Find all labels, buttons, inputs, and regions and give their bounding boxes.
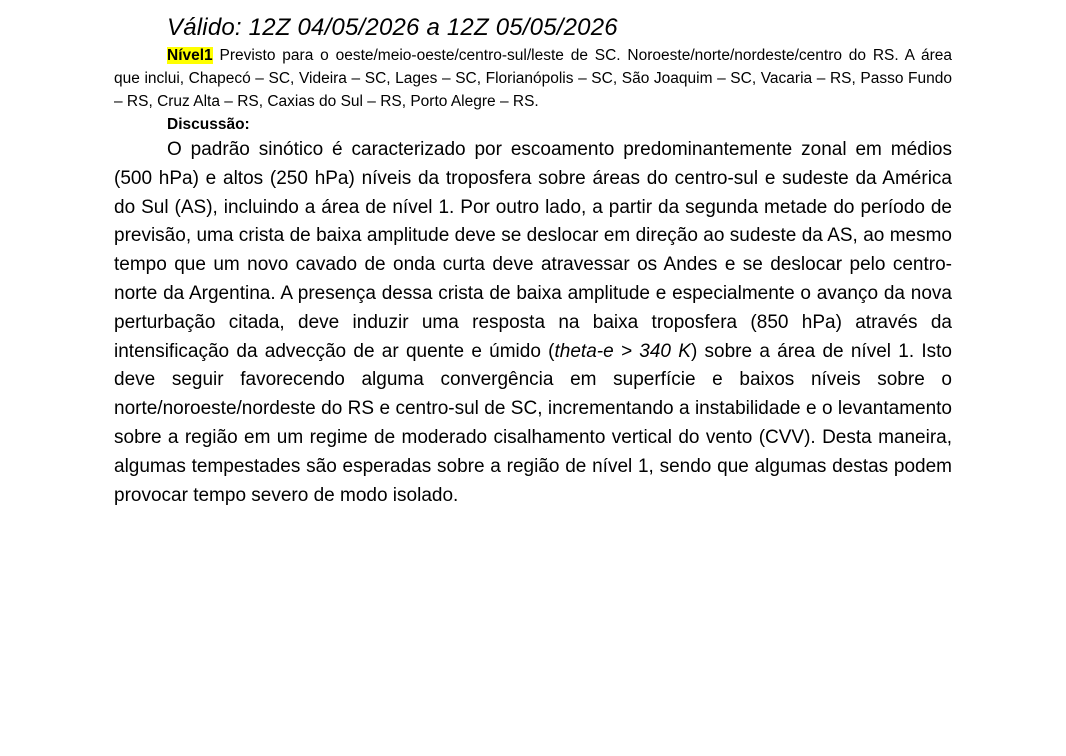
discussion-italic-theta-e: theta-e > 340 K [554,340,691,362]
discussion-text-part-1: O padrão sinótico é caracterizado por escoamento predominantemente zonal em médios (500 hPa) e altos (250 hPa) níveis da troposfera sobre áreas do centro-sul e sudeste da América do Sul (AS), incluindo a área de nível 1. Por outro lado, a partir da segunda metade do período de previsão, uma crista de baixa amplitude deve se deslocar em direção ao sudeste da AS, ao mesmo tempo que um novo cavado de onda curta deve atravessar os Andes e se deslocar pelo centro-norte da Argentina. A presença dessa crista de baixa amplitude e especialmente o avanço da nova perturbação citada, deve induzir uma resposta na baixa troposfera (850 hPa) através da intensificação da advecção de ar quente e úmido ( [114,139,952,362]
level-description [114,44,952,113]
level-area-text: Previsto para o oeste/meio-oeste/centro-sul/leste de SC. Noroeste/norte/nordeste/centro do RS. A área que inclui, Chapecó – SC, Videira – SC, Lages – SC, Florianópolis – SC, São Joaquim – SC, Vacaria – RS, Passo Fundo – RS, Cruz Alta – RS, Caxias do Sul – RS, Porto Alegre – RS. [114,47,952,110]
discussion-heading: Discussão: [167,116,250,133]
level-tag-highlighted: Nível1 [167,47,213,64]
discussion-paragraph [114,136,952,510]
validity-title: Válido: 12Z 04/05/2026 a 12Z 05/05/2026 [167,14,618,41]
forecast-document [114,12,952,510]
discussion-text-part-2: ) sobre a área de nível 1. Isto deve seguir favorecendo alguma convergência em superfície e baixos níveis sobre o norte/noroeste/nordeste do RS e centro-sul de SC, incrementando a instabilidade e o levantamento sobre a região em um regime de moderado cisalhamento vertical do vento (CVV). Desta maneira, algumas tempestades são esperadas sobre a região de nível 1, sendo que algumas destas podem provocar tempo severo de modo isolado. [114,340,952,506]
